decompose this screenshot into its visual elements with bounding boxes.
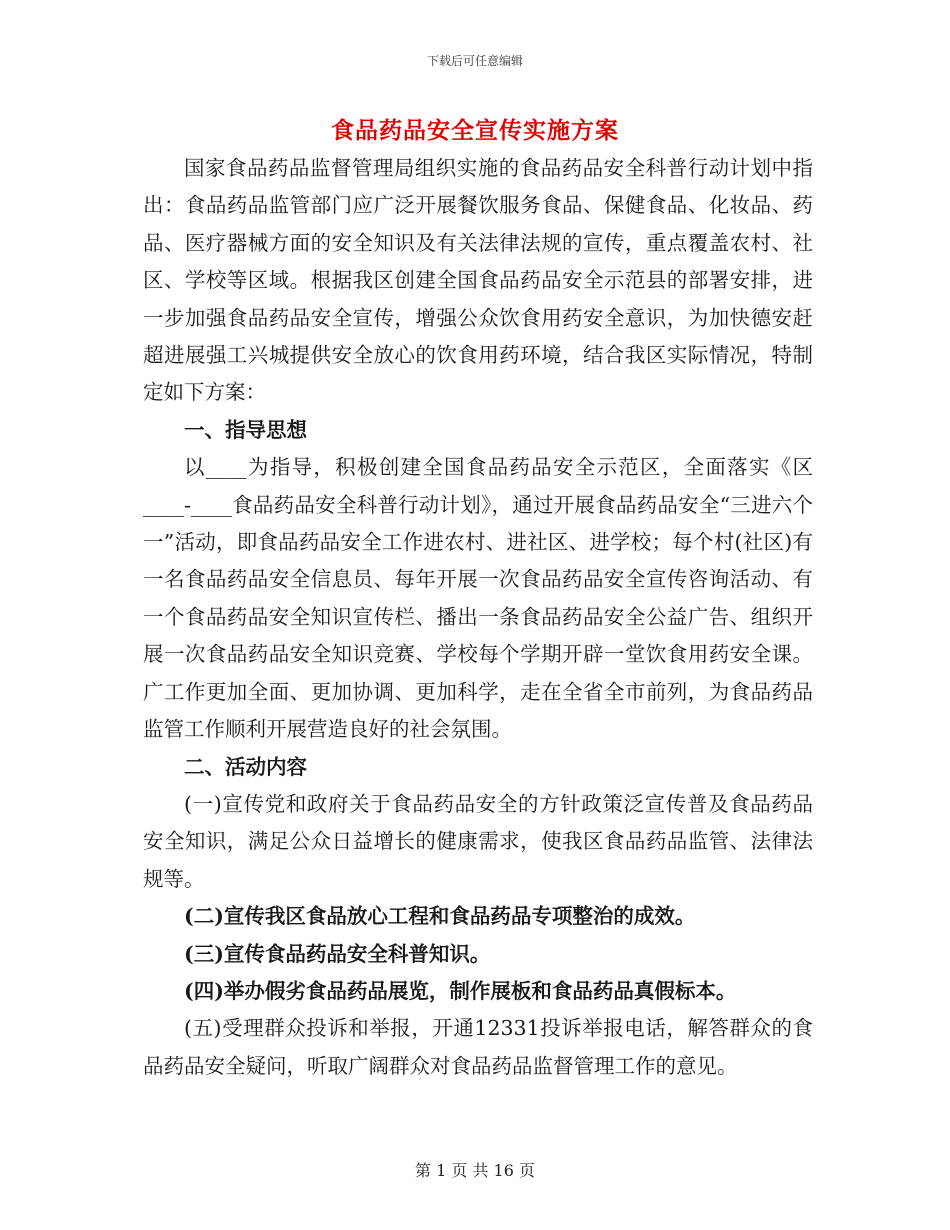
section-2-item-1: (一)宣传党和政府关于食品药品安全的方针政策泛宣传普及食品药品安全知识，满足公众日益增长的健康需求，使我区食品药品监管、法律法规等。 — [143, 791, 813, 891]
document-title: 食品药品安全宣传实施方案 — [331, 117, 619, 144]
intro-paragraph: 国家食品药品监督管理局组织实施的食品药品安全科普行动计划中指出：食品药品监管部门应广泛开展餐饮服务食品、保健食品、化妆品、药品、医疗器械方面的安全知识及有关法律法规的宣传，重点覆盖农村、社区、学校等区域。根据我区创建全国食品药品安全示范县的部署安排，进一步加强食品药品安全宣传，增强公众饮食用药安全意识，为加快德安赶超进展强工兴城提供安全放心的饮食用药环境，结合我区实际情况，特制定如下方案： — [143, 156, 813, 405]
section-2-item-2: (二)宣传我区食品放心工程和食品药品专项整治的成效。 — [184, 904, 696, 929]
section-2-item-4: (四)举办假劣食品药品展览，制作展板和食品药品真假标本。 — [184, 978, 737, 1003]
header-note: 下载后可任意编辑 — [426, 54, 523, 68]
page-number: 第 1 页 共 16 页 — [415, 1161, 535, 1180]
section-2-item-5: (五)受理群众投诉和举报，开通12331投诉举报电话，解答群众的食品药品安全疑问，听取广阔群众对食品药品监督管理工作的意见。 — [143, 1016, 813, 1078]
document-body — [143, 150, 813, 1085]
section-2-heading: 二、活动内容 — [184, 754, 307, 779]
section-1-heading: 一、指导思想 — [184, 417, 307, 442]
section-2-item-3: (三)宣传食品药品安全科普知识。 — [184, 941, 491, 966]
section-1-body: 以____为指导，积极创建全国食品药品安全示范区，全面落实《区____-____食品药品安全科普行动计划》，通过开展食品药品安全“三进六个一”活动，即食品药品安全工作进农村、进社区、进学校；每个村(社区)有一名食品药品安全信息员、每年开展一次食品药品安全宣传咨询活动、有一个食品药品安全知识宣传栏、播出一条食品药品安全公益广告、组织开展一次食品药品安全知识竞赛、学校每个学期开辟一堂饮食用药安全课。广工作更加全面、更加协调、更加科学，走在全省全市前列，为食品药品监管工作顺利开展营造良好的社会氛围。 — [143, 455, 813, 742]
